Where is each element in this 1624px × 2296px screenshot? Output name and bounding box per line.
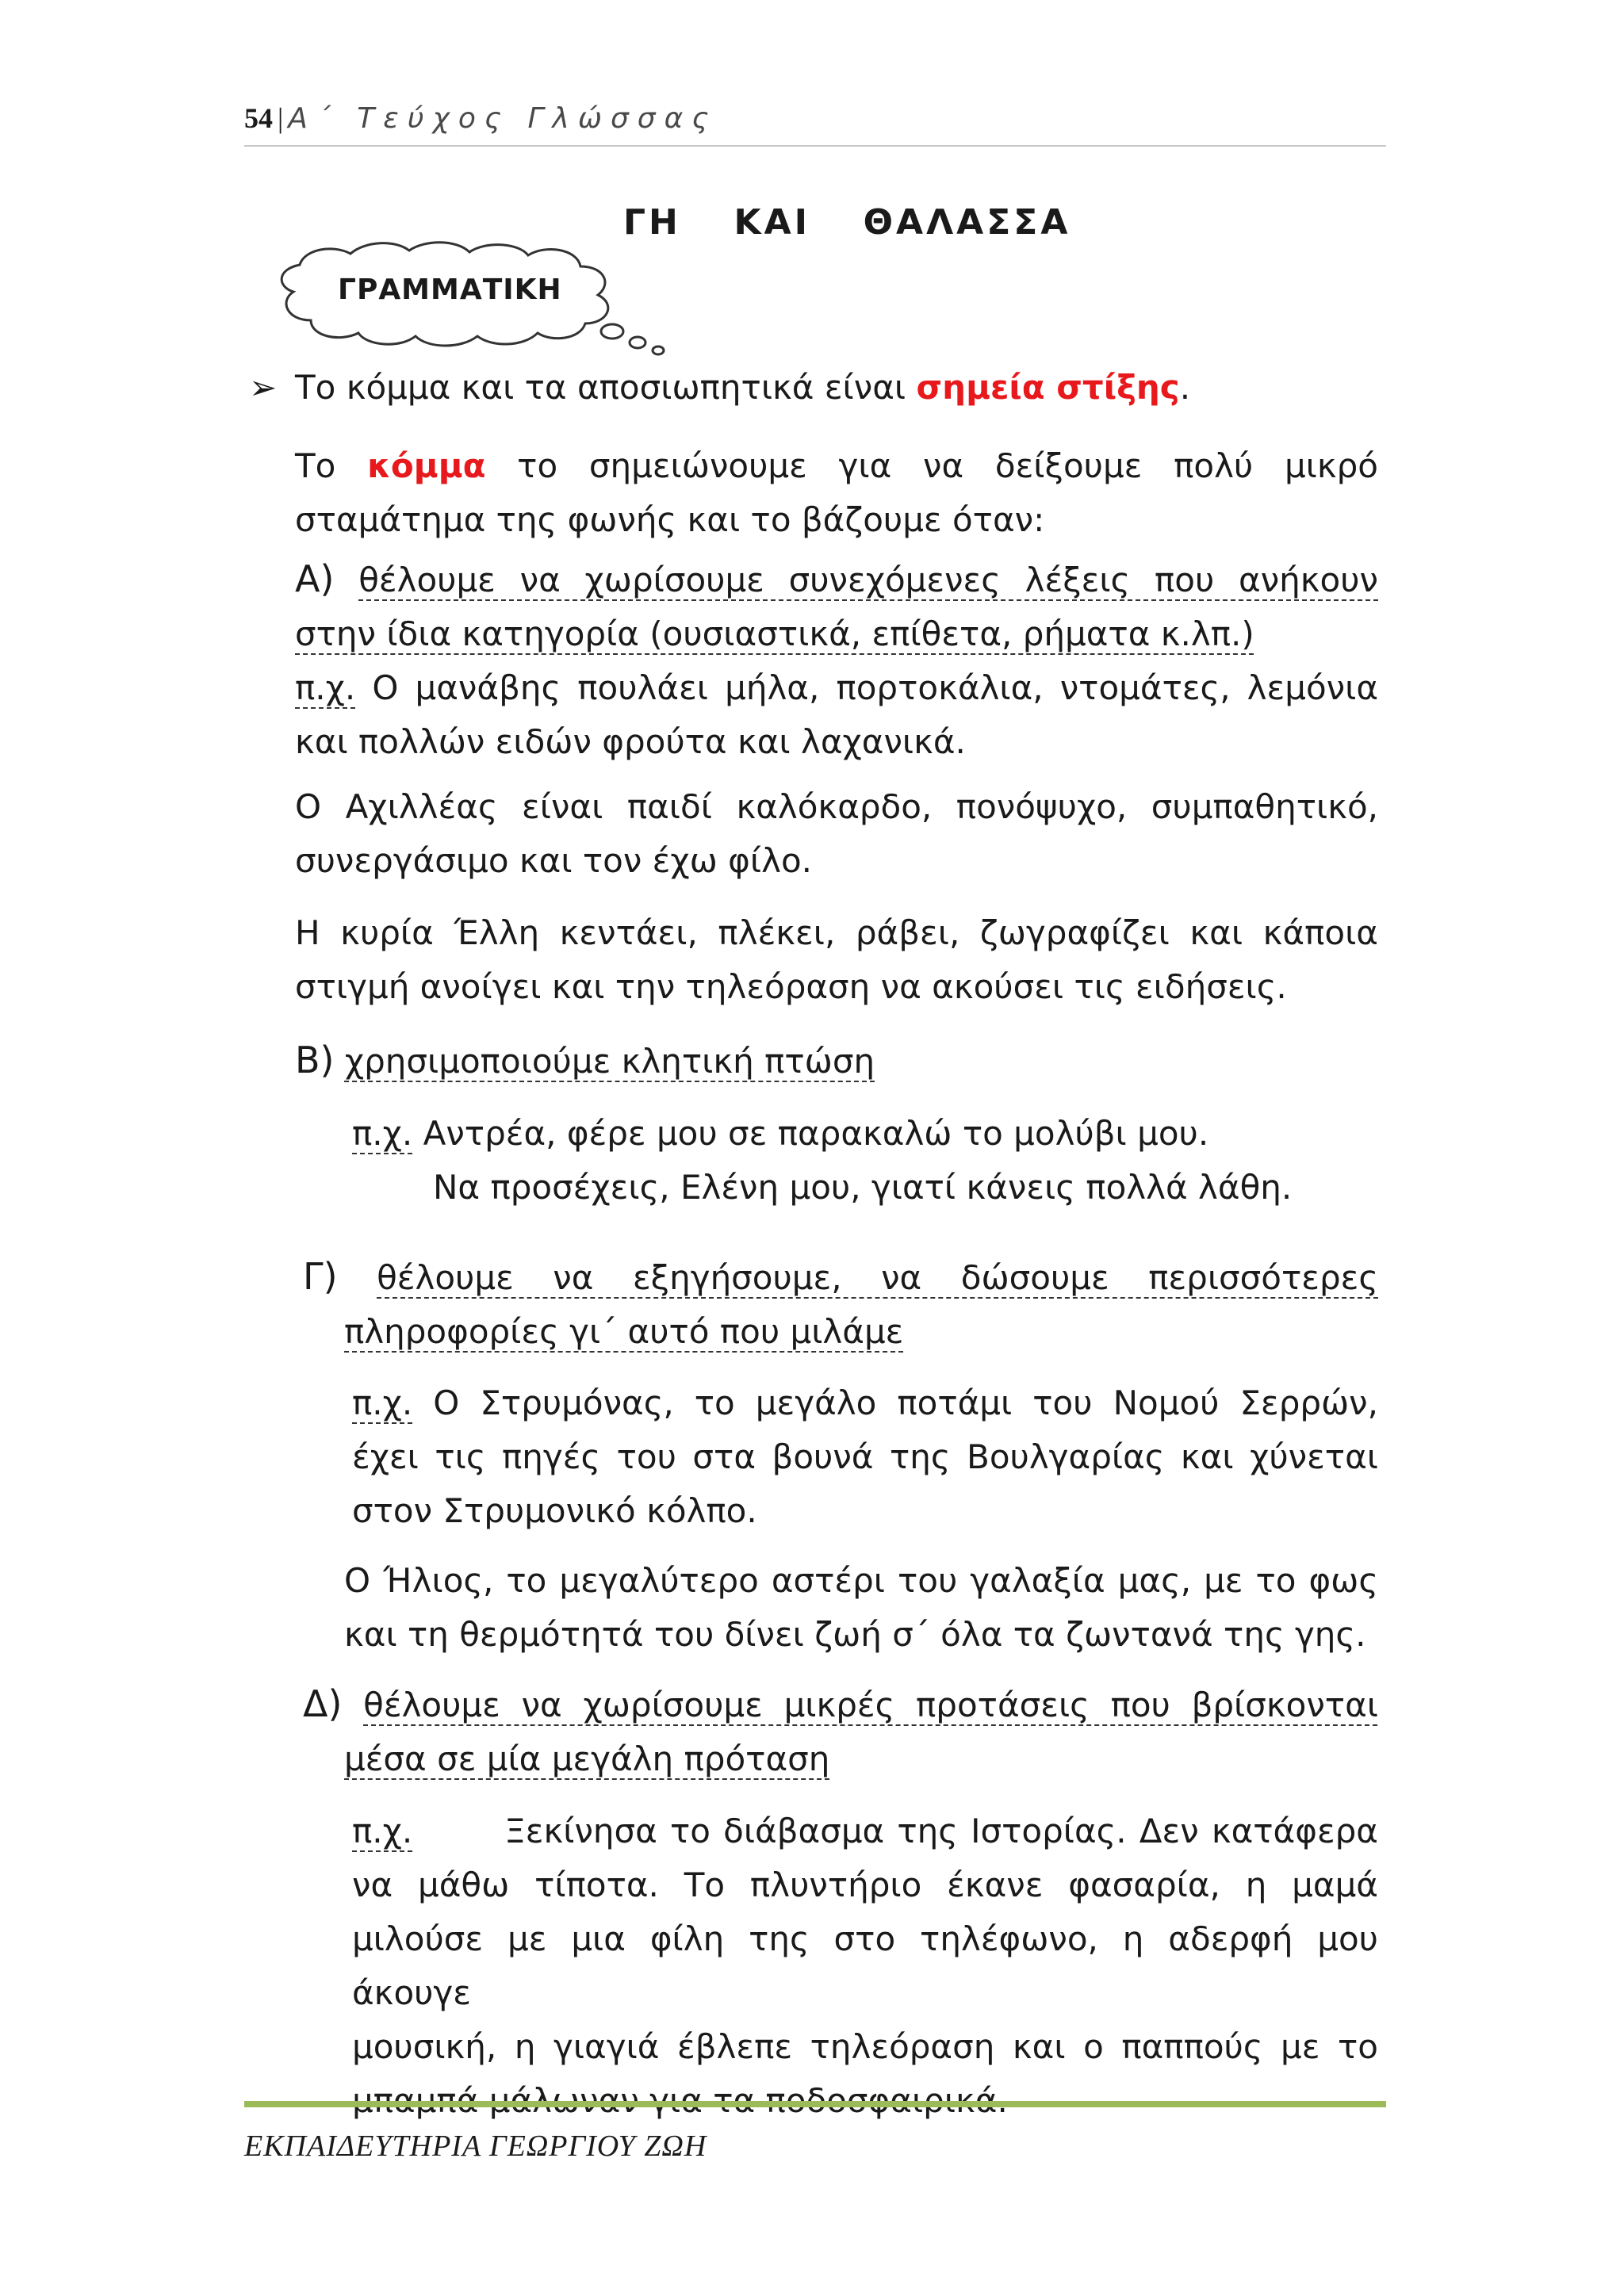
footer-rule xyxy=(244,2101,1386,2107)
section-c-label: Γ) xyxy=(303,1255,338,1298)
example-label: π.χ. xyxy=(352,1383,413,1422)
comma-intro-line2: σταμάτημα της φωνής και το βάζουμε όταν: xyxy=(295,500,1045,539)
intro-text: Το κόμμα και τα αποσιωπητικά είναι xyxy=(295,368,917,407)
section-c-example2: Ο Ήλιος, το μεγαλύτερο αστέρι του γαλαξία μας, με το φως και τη θερμότητά του δίνει ζωή σ΄ όλα τα ζωντανά της γης. xyxy=(344,1561,1378,1654)
example-label: π.χ. xyxy=(352,1114,413,1153)
section-d-label: Δ) xyxy=(303,1682,343,1725)
section-a-example1: π.χ. Ο μανάβης πουλάει μήλα, πορτοκάλια, ντομάτες, λεμόνια xyxy=(295,668,1378,707)
example-label: π.χ. xyxy=(352,1812,413,1850)
header-separator: | xyxy=(278,102,284,134)
section-d-example: π.χ. Ξεκίνησα το διάβασμα της Ιστορίας. Δεν κατάφερα να μάθω τίποτα. Το πλυντήριο έκανε φασαρία, η μαμά μιλούσε με μια φίλη της στο τηλέφωνο, η αδερφή μου άκουγε μουσική, η γιαγιά έβλεπε τηλεόραση και ο παππούς με το xyxy=(352,1812,1378,2066)
section-a-label: Α) xyxy=(295,557,335,600)
section-b xyxy=(295,1033,1378,1089)
header-title: Α΄ Τεύχος Γλώσσας xyxy=(288,102,718,135)
section-a-line2: στην ίδια κατηγορία (ουσιαστικά, επίθετα, ρήματα κ.λπ.) xyxy=(295,614,1254,653)
page-number: 54 xyxy=(244,102,273,134)
section-b-label: Β) xyxy=(295,1039,335,1081)
section-a-line1 xyxy=(295,552,1378,607)
comma-highlight: κόμμα xyxy=(367,446,486,485)
section-b-rule: χρησιμοποιούμε κλητική πτώση xyxy=(344,1042,875,1081)
intro-highlight: σημεία στίξης xyxy=(916,368,1180,407)
section-c-example1: π.χ. Ο Στρυμόνας, το μεγάλο ποτάμι του Νομού Σερρών, έχει τις πηγές του στα βουνά της Βουλγαρίας και χύνεται στον Στρυμονικό κόλπο. xyxy=(352,1383,1378,1530)
section-a: Α) θέλουμε να χωρίσουμε συνεχόμενες λέξεις που ανήκουν στην ίδια κατηγορία (ουσιαστικά, επίθετα, ρήματα κ.λπ.) π.χ. Ο μανάβης πουλάει μήλα, πορτοκάλια, ντομάτες, λεμόνια και πολλών ειδών φρούτα και λαχανικά. xyxy=(295,552,1378,769)
section-d: Δ) θέλουμε να χωρίσουμε μικρές προτάσεις που βρίσκονται μέσα σε μία μεγάλη πρόταση xyxy=(303,1682,1378,1778)
page-title: ΓΗ ΚΑΙ ΘΑΛΑΣΣΑ xyxy=(623,202,1071,243)
section-a-example3: Η κυρία Έλλη κεντάει, πλέκει, ράβει, ζωγραφίζει και κάποια στιγμή ανοίγει και την τηλεόραση να ακούσει τις ειδήσεις. xyxy=(295,913,1378,1006)
arrow-bullet-icon: ➢ xyxy=(249,368,278,407)
footer-text: ΕΚΠΑΙΔΕΥΤΗΡΙΑ ΓΕΩΡΓΙΟΥ ΖΩΗ xyxy=(244,2130,707,2163)
cloud-label: ΓΡΑΜΜΑΤΙΚΗ xyxy=(338,274,562,306)
comma-intro xyxy=(295,439,1378,547)
intro-bullet xyxy=(249,366,1190,409)
section-a-rule: θέλουμε να χωρίσουμε συνεχόμενες λέξεις που ανήκουν xyxy=(358,561,1378,599)
section-c: Γ) θέλουμε να εξηγήσουμε, να δώσουμε περισσότερες πληροφορίες γι΄ αυτό που μιλάμε xyxy=(303,1255,1378,1351)
section-c-rule: θέλουμε να εξηγήσουμε, να δώσουμε περισσότερες xyxy=(377,1258,1378,1297)
section-a-example2: Ο Αχιλλέας είναι παιδί καλόκαρδο, πονόψυχο, συμπαθητικό, συνεργάσιμο και τον έχω φίλο. xyxy=(295,787,1378,880)
page-header xyxy=(244,101,1386,143)
section-b-examples: π.χ. Αντρέα, φέρε μου σε παρακαλώ το μολύβι μου. Να προσέχεις, Ελένη μου, γιατί κάνεις πολλά λάθη. xyxy=(352,1114,1293,1207)
header-rule xyxy=(244,145,1386,147)
intro-end: . xyxy=(1179,368,1191,407)
example-label: π.χ. xyxy=(295,668,356,707)
section-d-rule: θέλουμε να χωρίσουμε μικρές προτάσεις που βρίσκονται xyxy=(363,1686,1378,1724)
comma-intro-line1: Το κόμμα το σημειώνουμε για να δείξουμε πολύ μικρό xyxy=(295,446,1379,485)
